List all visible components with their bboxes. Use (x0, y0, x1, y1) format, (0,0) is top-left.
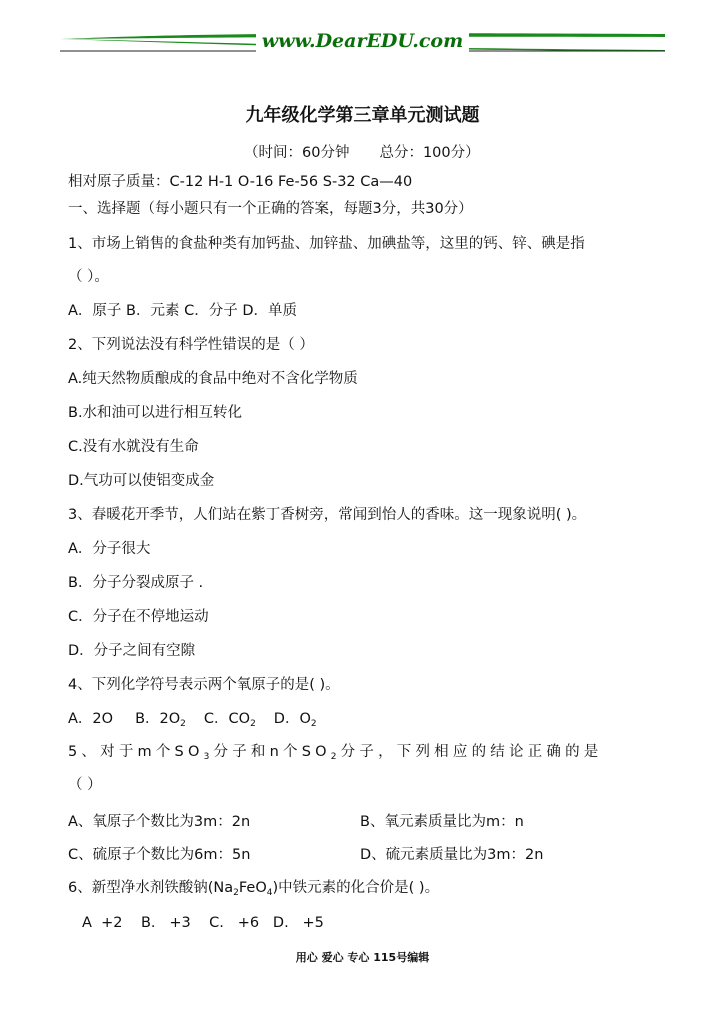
q6-stem: 6、新型净水剂铁酸钠$(Na_2FeO_4)$中铁元素的化合价是( )。 (68, 880, 440, 898)
section-heading: 一、选择题（每小题只有一个正确的答案，每题3分，共30分） (68, 201, 473, 217)
page-title: 九年级化学第三章单元测试题 (245, 105, 480, 126)
q3-option-c: C．分子在不停地运动 (68, 609, 209, 625)
page-footer: 用心 爱心 专心 115号编辑 (295, 951, 430, 964)
q3-option-b: B．分子分裂成原子 . (68, 575, 204, 591)
q2-option-c: C.没有水就没有生命 (68, 439, 199, 455)
q4-stem: 4、下列化学符号表示两个氧原子的是( )。 (68, 677, 340, 693)
site-header (60, 26, 665, 56)
q4-options: A．2O B．$2O_2$ C．$CO_2$ D．$O_2$ (68, 711, 317, 729)
exam-total: 总分：100分） (379, 145, 480, 161)
q2-option-a: A.纯天然物质酿成的食品中绝对不含化学物质 (68, 371, 358, 387)
q5-option-c: C、硫原子个数比为6m：5n (68, 847, 251, 863)
q5-option-d: D、硫元素质量比为3m：2n (360, 847, 544, 863)
site-url[interactable]: www.DearEDU.com (256, 30, 469, 52)
q6-options: A +2 B. +3 C. +6 D. +5 (82, 915, 324, 931)
q1-stem-cont: （ ）。 (68, 269, 109, 285)
atomic-mass-line: 相对原子质量：C-12 H-1 O-16 Fe-56 S-32 Ca—40 (68, 174, 413, 190)
q5-stem: 5、对于m个$SO_3$分子和n个$SO_2$分子，下列相应的结论正确的是 (68, 744, 603, 762)
q2-stem: 2、下列说法没有科学性错误的是（ ） (68, 337, 314, 353)
exam-info (244, 143, 480, 163)
q1-stem: 1、市场上销售的食盐种类有加钙盐、加锌盐、加碘盐等，这里的钙、锌、碘是指 (68, 236, 585, 252)
exam-time: （时间：60分钟 (244, 145, 350, 161)
q2-option-d: D.气功可以使铝变成金 (68, 473, 215, 489)
q5-stem-cont: （ ） (68, 777, 102, 793)
q2-option-b: B.水和油可以进行相互转化 (68, 405, 243, 421)
q5-option-a: A、氧原子个数比为3m：2n (68, 814, 251, 830)
q3-option-d: D．分子之间有空隙 (68, 643, 196, 659)
q3-option-a: A．分子很大 (68, 541, 151, 557)
q3-stem: 3、春暖花开季节，人们站在紫丁香树旁，常闻到怡人的香味。这一现象说明( )。 (68, 507, 587, 523)
q5-option-b: B、氧元素质量比为m：n (360, 814, 524, 830)
q1-options: A．原子 B．元素 C．分子 D．单质 (68, 303, 297, 319)
